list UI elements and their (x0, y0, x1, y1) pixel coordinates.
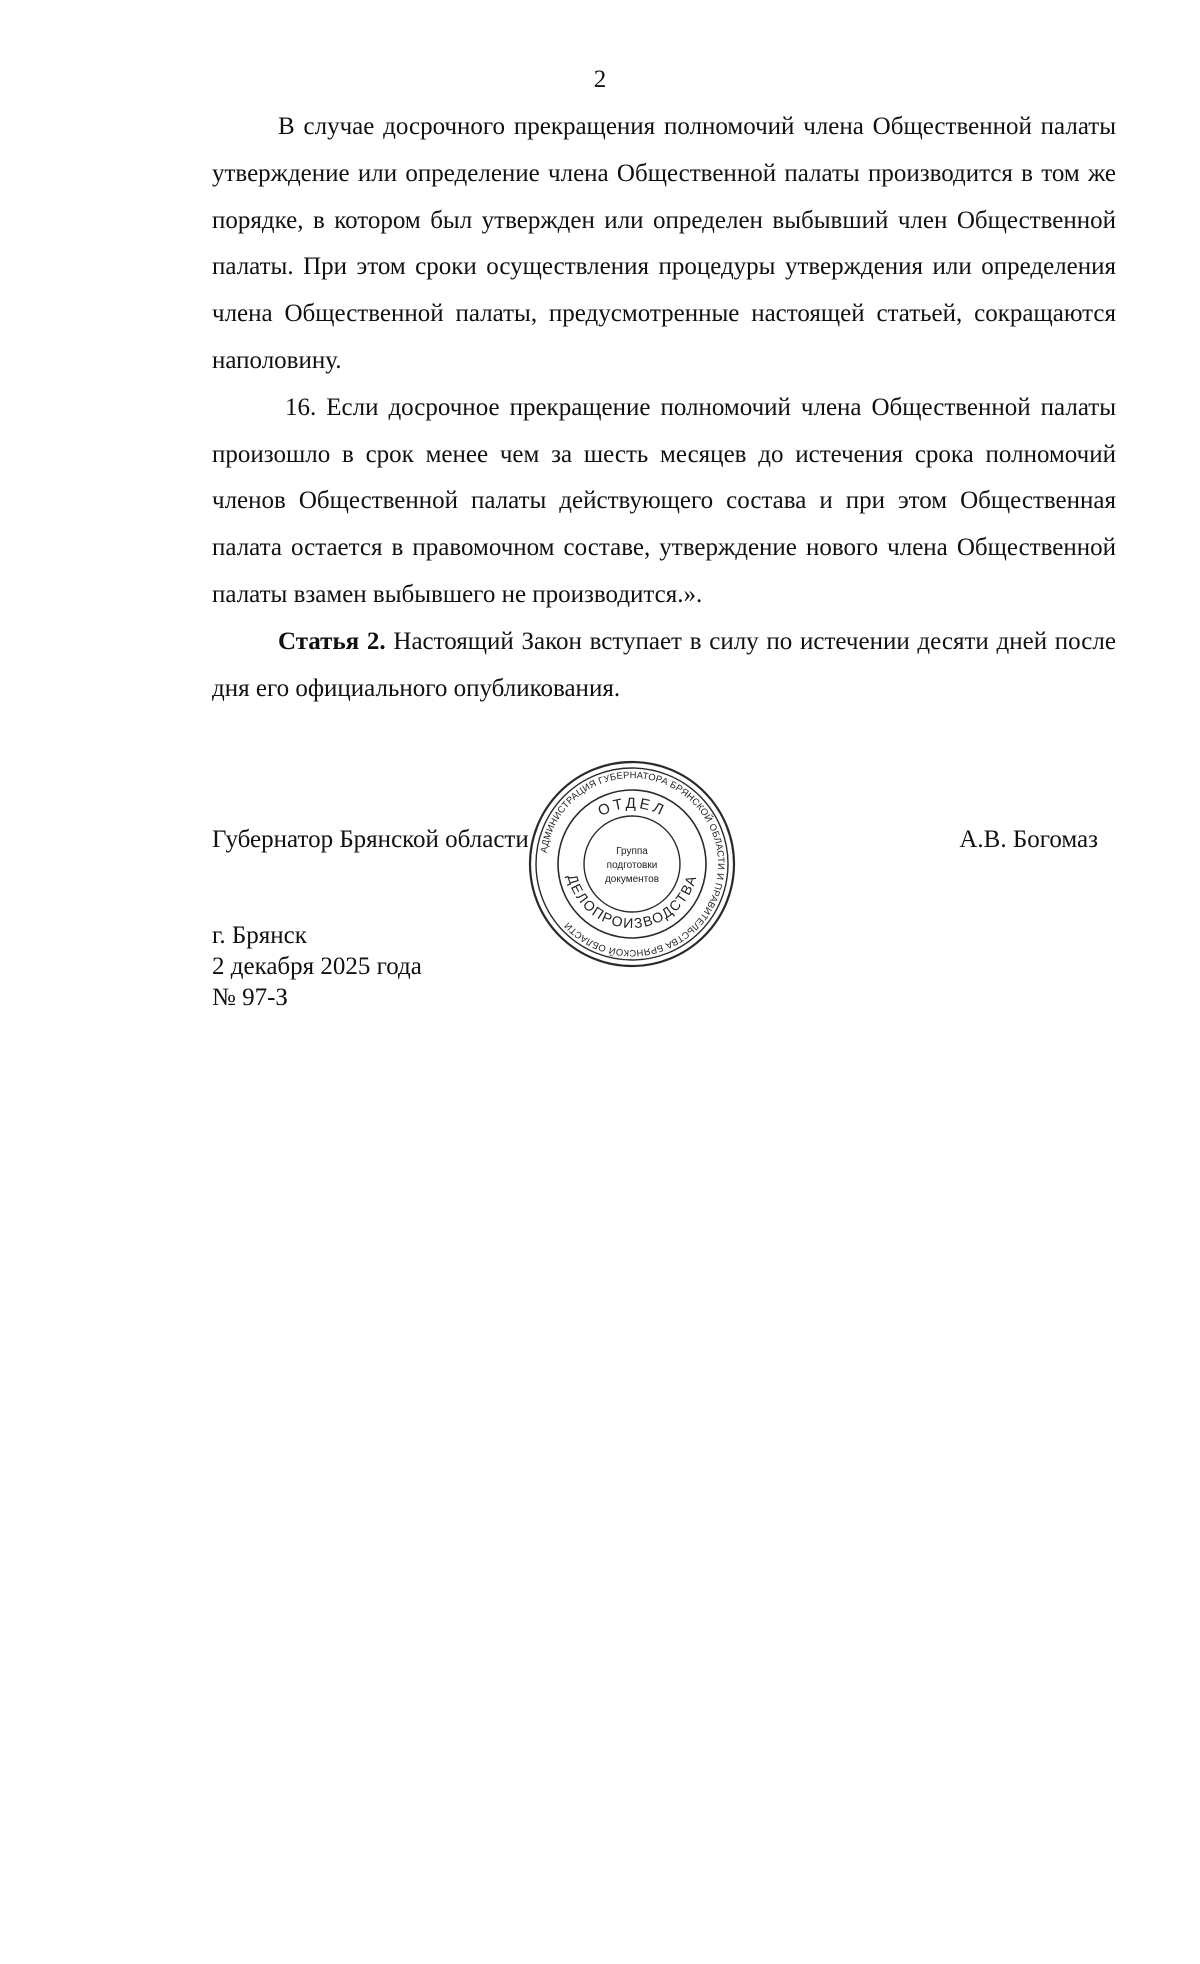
governor-title: Губернатор Брянской области (212, 826, 529, 853)
governor-name: А.В. Богомаз (959, 826, 1098, 853)
official-seal-stamp (526, 758, 738, 970)
seal-division-text: ДЕЛОПРОИЗВОДСТВА (564, 872, 700, 932)
seal-center-line-1: Группа (616, 846, 648, 857)
article-2-label: Статья 2. (278, 627, 386, 655)
paragraph-early-termination: В случае досрочного прекращения полномочий члена Общественной палаты утверждение или определение члена Общественной палаты производится в том же порядке, в котором был утвержден или определен выбывший член Общественной палаты. При этом сроки осуществления процедуры утверждения или определения члена Общественной палаты, предусмотренные настоящей статьей, сокращаются наполовину. (212, 113, 1116, 374)
seal-center-line-2: подготовки (606, 860, 658, 871)
seal-center-line-3: документов (604, 874, 660, 885)
document-body (212, 104, 1116, 712)
paragraph-article-2 (212, 619, 1116, 713)
seal-outer-text: АДМИНИСТРАЦИЯ ГУБЕРНАТОРА БРЯНСКОЙ ОБЛАСТИ И ПРАВИТЕЛЬСТВА БРЯНСКОЙ ОБЛАСТИ (537, 768, 728, 960)
seal-icon (526, 758, 738, 970)
paragraph-item-16: 16. Если досрочное прекращение полномочий члена Общественной палаты произошло в срок менее чем за шесть месяцев до истечения срока полномочий членов Общественной палаты действующего состава и при этом Общественная палата остается в правомочном составе, утверждение нового члена Общественной палаты взамен выбывшего не производится.». (212, 393, 1116, 608)
place-date-block (212, 920, 422, 1013)
article-2-text: Настоящий Закон вступает в силу по истечении десяти дней после дня его официального опубликования. (212, 627, 1116, 702)
law-number: № 97-З (212, 984, 288, 1011)
city: г. Брянск (212, 922, 307, 949)
page-number: 2 (593, 66, 607, 93)
seal-department-text: ОТДЕЛ (595, 794, 669, 821)
date: 2 декабря 2025 года (212, 953, 422, 980)
